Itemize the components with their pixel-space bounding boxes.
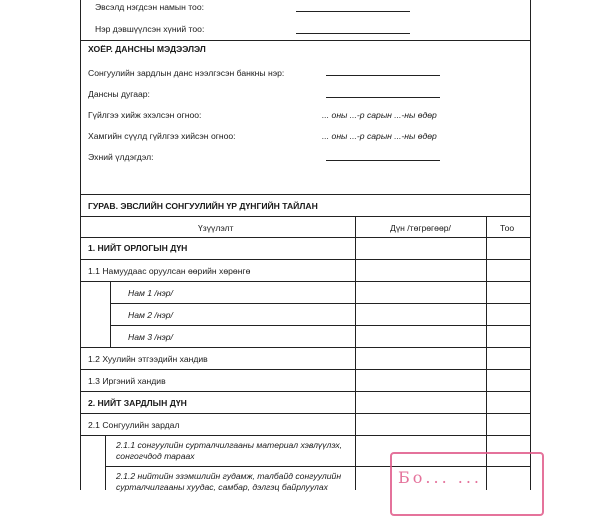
table-row-label-cont: сурталчилгааны хуудас, самбар, дэлгэц байрлуулах — [116, 482, 328, 492]
section2-title: ХОЁР. ДАНСНЫ МЭДЭЭЛЭЛ — [88, 44, 206, 54]
row-line — [80, 435, 531, 436]
divider-1 — [80, 40, 531, 41]
table-row-label: 2.1 Сонгуулийн зардал — [88, 420, 180, 430]
left-border — [80, 0, 81, 490]
party-count-label: Эвсэлд нэгдсэн намын тоо: — [95, 2, 204, 12]
row-line — [80, 281, 531, 282]
header-count: Тоо — [500, 223, 515, 233]
col-sep-amount — [355, 216, 356, 490]
table-row-label: 2.1.2 нийтийн эзэмшлийн гудамж, талбайд сонгуулийн — [116, 471, 342, 481]
start-date-label: Гүйлгээ хийж эхэлсэн огноо: — [88, 110, 202, 120]
indent-sep-2 — [105, 435, 106, 490]
table-row-label: Нам 3 /нэр/ — [128, 332, 173, 342]
indent-sep — [110, 281, 111, 347]
row-line — [110, 325, 531, 326]
bank-name-label: Сонгуулийн зардлын данс нээлгэсэн банкны нэр: — [88, 68, 285, 78]
row-line — [80, 237, 531, 238]
table-row-label: Нам 2 /нэр/ — [128, 310, 173, 320]
row-line — [80, 391, 531, 392]
table-row-label-cont: сонгогчдод тараах — [116, 451, 195, 461]
start-date-value: ... оны ...-р сарын ...-ны өдөр — [322, 110, 437, 120]
official-stamp — [390, 452, 544, 516]
header-item: Үзүүлэлт — [198, 223, 234, 233]
right-border — [530, 0, 531, 490]
col-sep-count — [486, 216, 487, 490]
row-line — [110, 303, 531, 304]
candidate-count-label: Нэр дэвшүүлсэн хүний тоо: — [95, 24, 205, 34]
table-row-label: Нам 1 /нэр/ — [128, 288, 173, 298]
last-date-value: ... оны ...-р сарын ...-ны өдөр — [322, 131, 437, 141]
table-row-label: 2. НИЙТ ЗАРДЛЫН ДҮН — [88, 398, 187, 408]
stamp-text: Бо... ... — [398, 468, 482, 487]
candidate-count-line — [296, 33, 410, 34]
last-date-label: Хамгийн сүүлд гүйлгээ хийсэн огноо: — [88, 131, 236, 141]
header-amount: Дүн /төгрөгөөр/ — [390, 223, 451, 233]
opening-balance-label: Эхний үлдэгдэл: — [88, 152, 154, 162]
account-number-line — [326, 97, 440, 98]
account-number-label: Дансны дугаар: — [88, 89, 150, 99]
row-line — [80, 369, 531, 370]
opening-balance-line — [326, 160, 440, 161]
row-line — [80, 413, 531, 414]
table-row-label: 1.3 Иргэний хандив — [88, 376, 166, 386]
divider-2 — [80, 194, 531, 195]
table-row-label: 2.1.1 сонгуулийн сурталчилгааны материал хэвлүүлэх, — [116, 440, 343, 450]
section3-title: ГУРАВ. ЭВСЛИЙН СОНГУУЛИЙН ҮР ДҮНГИЙН ТАЙЛАН — [88, 201, 318, 211]
party-count-line — [296, 11, 410, 12]
row-line — [80, 347, 531, 348]
divider-3 — [80, 216, 531, 217]
table-row-label: 1.1 Намуудаас оруулсан өөрийн хөрөнгө — [88, 266, 251, 276]
row-line — [80, 259, 531, 260]
table-row-label: 1.2 Хуулийн этгээдийн хандив — [88, 354, 208, 364]
bank-name-line — [326, 75, 440, 76]
table-row-label: 1. НИЙТ ОРЛОГЫН ДҮН — [88, 243, 188, 253]
